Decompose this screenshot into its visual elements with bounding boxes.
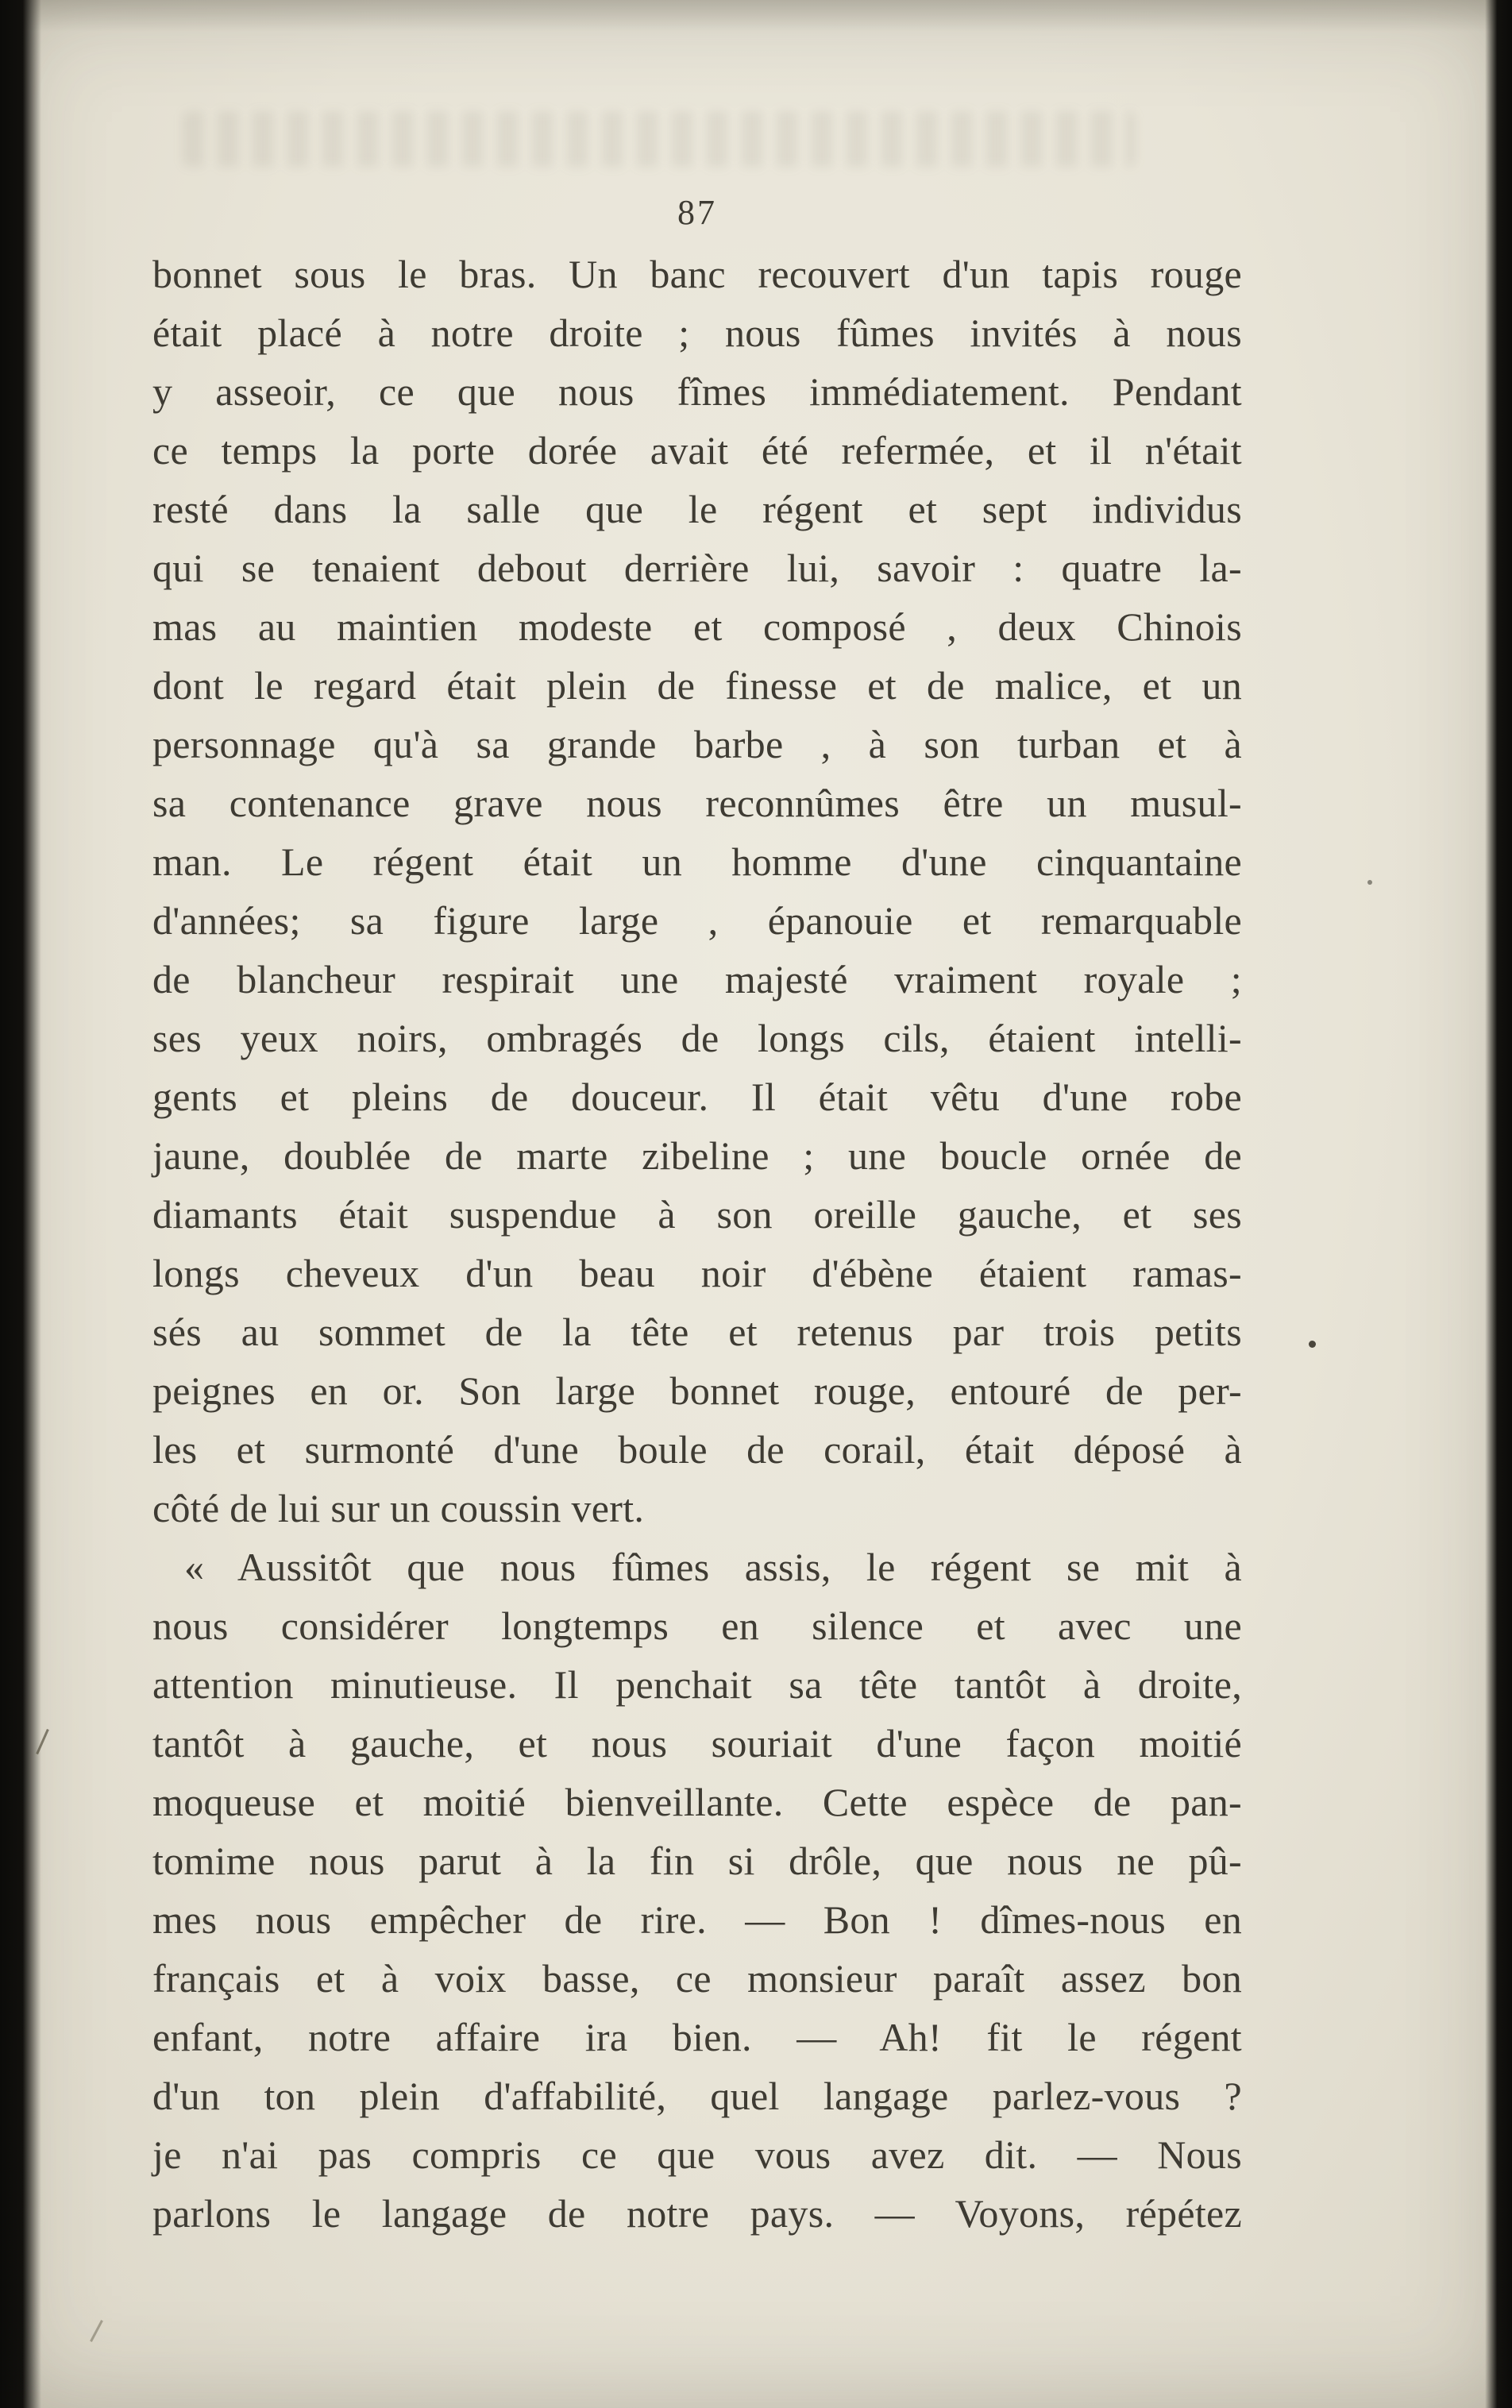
text-line: attention minutieuse. Il penchait sa tête tantôt à droite,: [152, 1662, 1242, 1707]
text-line: ses yeux noirs, ombragés de longs cils, étaient intelli-: [152, 1016, 1242, 1060]
text-line: personnage qu'à sa grande barbe , à son turban et à: [152, 722, 1242, 766]
scan-edge-right: [1485, 0, 1512, 2408]
page-text-block: [152, 245, 1242, 2243]
text-line: mas au maintien modeste et composé , deux Chinois: [152, 604, 1242, 649]
text-line: moqueuse et moitié bienveillante. Cette espèce de pan-: [152, 1780, 1242, 1824]
text-line: gents et pleins de douceur. Il était vêtu d'une robe: [152, 1075, 1242, 1119]
text-line: ce temps la porte dorée avait été refermée, et il n'était: [152, 428, 1242, 473]
text-line: diamants était suspendue à son oreille gauche, et ses: [152, 1192, 1242, 1237]
scan-edge-left: [0, 0, 41, 2408]
text-line: longs cheveux d'un beau noir d'ébène étaient ramas-: [152, 1251, 1242, 1295]
text-line: parlons le langage de notre pays. — Voyons, répétez: [152, 2191, 1242, 2236]
text-line: dont le regard était plein de finesse et de malice, et un: [152, 663, 1242, 708]
text-line: enfant, notre affaire ira bien. — Ah! fit le régent: [152, 2015, 1242, 2059]
text-line: je n'ai pas compris ce que vous avez dit. — Nous: [152, 2132, 1242, 2177]
text-line: de blancheur respirait une majesté vraiment royale ;: [152, 957, 1242, 1001]
text-line: mes nous empêcher de rire. — Bon ! dîmes-nous en: [152, 1897, 1242, 1942]
text-line: les et surmonté d'une boule de corail, était déposé à: [152, 1427, 1242, 1472]
text-line: y asseoir, ce que nous fîmes immédiatement. Pendant: [152, 369, 1242, 414]
text-line: bonnet sous le bras. Un banc recouvert d'un tapis rouge: [152, 252, 1242, 296]
text-line: man. Le régent était un homme d'une cinquantaine: [152, 839, 1242, 884]
text-line: était placé à notre droite ; nous fûmes invités à nous: [152, 311, 1242, 355]
text-line: d'années; sa figure large , épanouie et remarquable: [152, 898, 1242, 943]
text-line: jaune, doublée de marte zibeline ; une boucle ornée de: [152, 1133, 1242, 1178]
text-line: sa contenance grave nous reconnûmes être un musul-: [152, 781, 1242, 825]
text-line: d'un ton plein d'affabilité, quel langage parlez-vous ?: [152, 2074, 1242, 2118]
text-line: nous considérer longtemps en silence et avec une: [152, 1603, 1242, 1648]
text-line: resté dans la salle que le régent et sept individus: [152, 487, 1242, 531]
scan-speck: [1309, 1341, 1316, 1348]
text-line: peignes en or. Son large bonnet rouge, entouré de per-: [152, 1368, 1242, 1413]
text-line: tantôt à gauche, et nous souriait d'une façon moitié: [152, 1721, 1242, 1765]
text-line: tomime nous parut à la fin si drôle, que nous ne pû-: [152, 1839, 1242, 1883]
scan-speck: [1367, 880, 1372, 885]
text-line: français et à voix basse, ce monsieur paraît assez bon: [152, 1956, 1242, 2001]
scan-edge-top: [0, 0, 1512, 32]
text-line: « Aussitôt que nous fûmes assis, le régent se mit à: [184, 1545, 1242, 1589]
text-line: côté de lui sur un coussin vert.: [152, 1486, 645, 1530]
page-number: 87: [677, 193, 717, 232]
text-line: qui se tenaient debout derrière lui, savoir : quatre la-: [152, 546, 1242, 590]
ink-bleedthrough-smudge: [183, 111, 1136, 167]
text-line: sés au sommet de la tête et retenus par trois petits: [152, 1310, 1242, 1354]
